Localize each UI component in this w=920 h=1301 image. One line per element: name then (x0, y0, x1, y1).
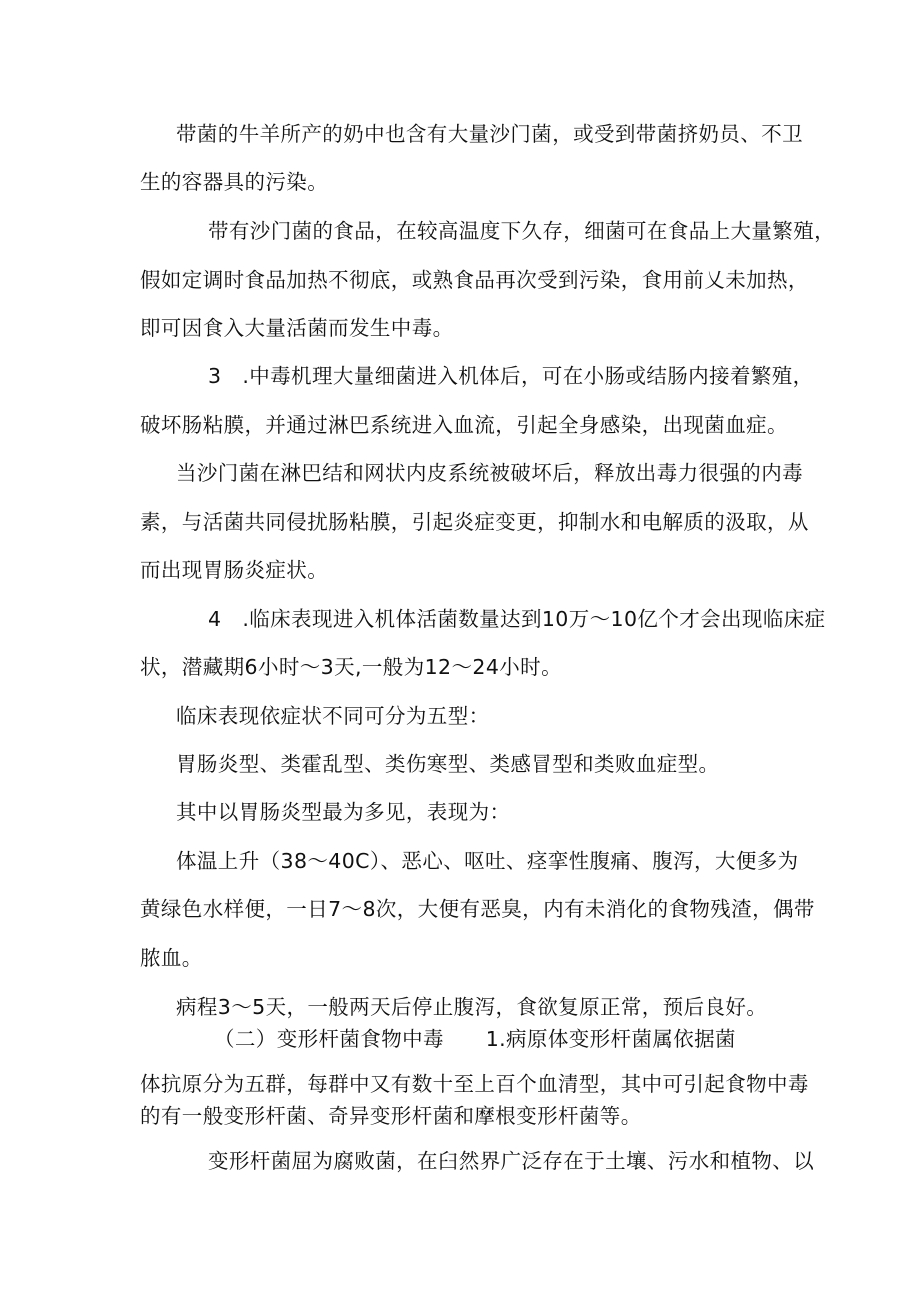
text-line: 黄绿色水样便，一日7～8次，大便有恶臭，内有未消化的食物残渣，偶带 (140, 897, 815, 921)
text-line: 状，潜藏期6小时～3天,一般为12～24小时。 (140, 655, 562, 679)
text-line: 的有一般变形杆菌、奇异变形杆菌和摩根变形杆菌等。 (140, 1104, 642, 1128)
text-line: 3 .中毒机理大量细菌进入机体后，可在小肠或结肠内接着繁殖， (208, 364, 814, 388)
text-line: 变形杆菌屈为腐败菌，在臼然界广泛存在于土壤、污水和植物、以 (208, 1149, 815, 1173)
text-line: 破坏肠粘膜，并通过淋巴系统进入血流，引起全身感染，出现菌血症。 (140, 413, 788, 437)
text-line: 临床表现依症状不同可分为五型： (176, 704, 490, 728)
text-line: 带有沙门菌的食品，在较高温度下久存，细菌可在食品上大量繁殖， (208, 219, 835, 243)
text-line: 胃肠炎型、类霍乱型、类伤寒型、类感冒型和类败血症型。 (176, 752, 720, 776)
text-line: 其中以胃肠炎型最为多见，表现为： (176, 800, 511, 824)
text-line: 4 .临床表现进入机体活菌数量达到10万～10亿个才会出现临床症 (208, 607, 826, 631)
text-line: 体温上升（38～40C）、恶心、呕吐、痉挛性腹痛、腹泻，大便多为 (176, 849, 799, 873)
text-line: 而出现胃肠炎症状。 (140, 558, 329, 582)
text-line: 体抗原分为五群，每群中又有数十至上百个血清型，其中可引起食物中毒 (140, 1072, 809, 1096)
text-line: 当沙门菌在淋巴结和网状内皮系统被破坏后，释放出毒力很强的内毒 (176, 461, 803, 485)
text-line: 脓血。 (140, 946, 203, 970)
text-line: 带菌的牛羊所产的奶中也含有大量沙门菌，或受到带菌挤奶员、不卫 (176, 122, 803, 146)
text-line: 假如定调时食品加热不彻底，或熟食品再次受到污染，食用前乂未加热， (140, 268, 809, 292)
text-line: 即可因食入大量活菌而发生中毒。 (140, 316, 454, 340)
section-heading: （二）变形杆菌食物中毒 1.病原体变形杆菌属依据菌 (214, 1027, 736, 1051)
text-line: 素，与活菌共同侵扰肠粘膜，引起炎症变更，抑制水和电解质的汲取，从 (140, 510, 809, 534)
text-line: 病程3～5天，一般两天后停止腹泻，食欲复原正常，预后良好。 (176, 995, 768, 1019)
text-line: 生的容器具的污染。 (140, 170, 329, 194)
